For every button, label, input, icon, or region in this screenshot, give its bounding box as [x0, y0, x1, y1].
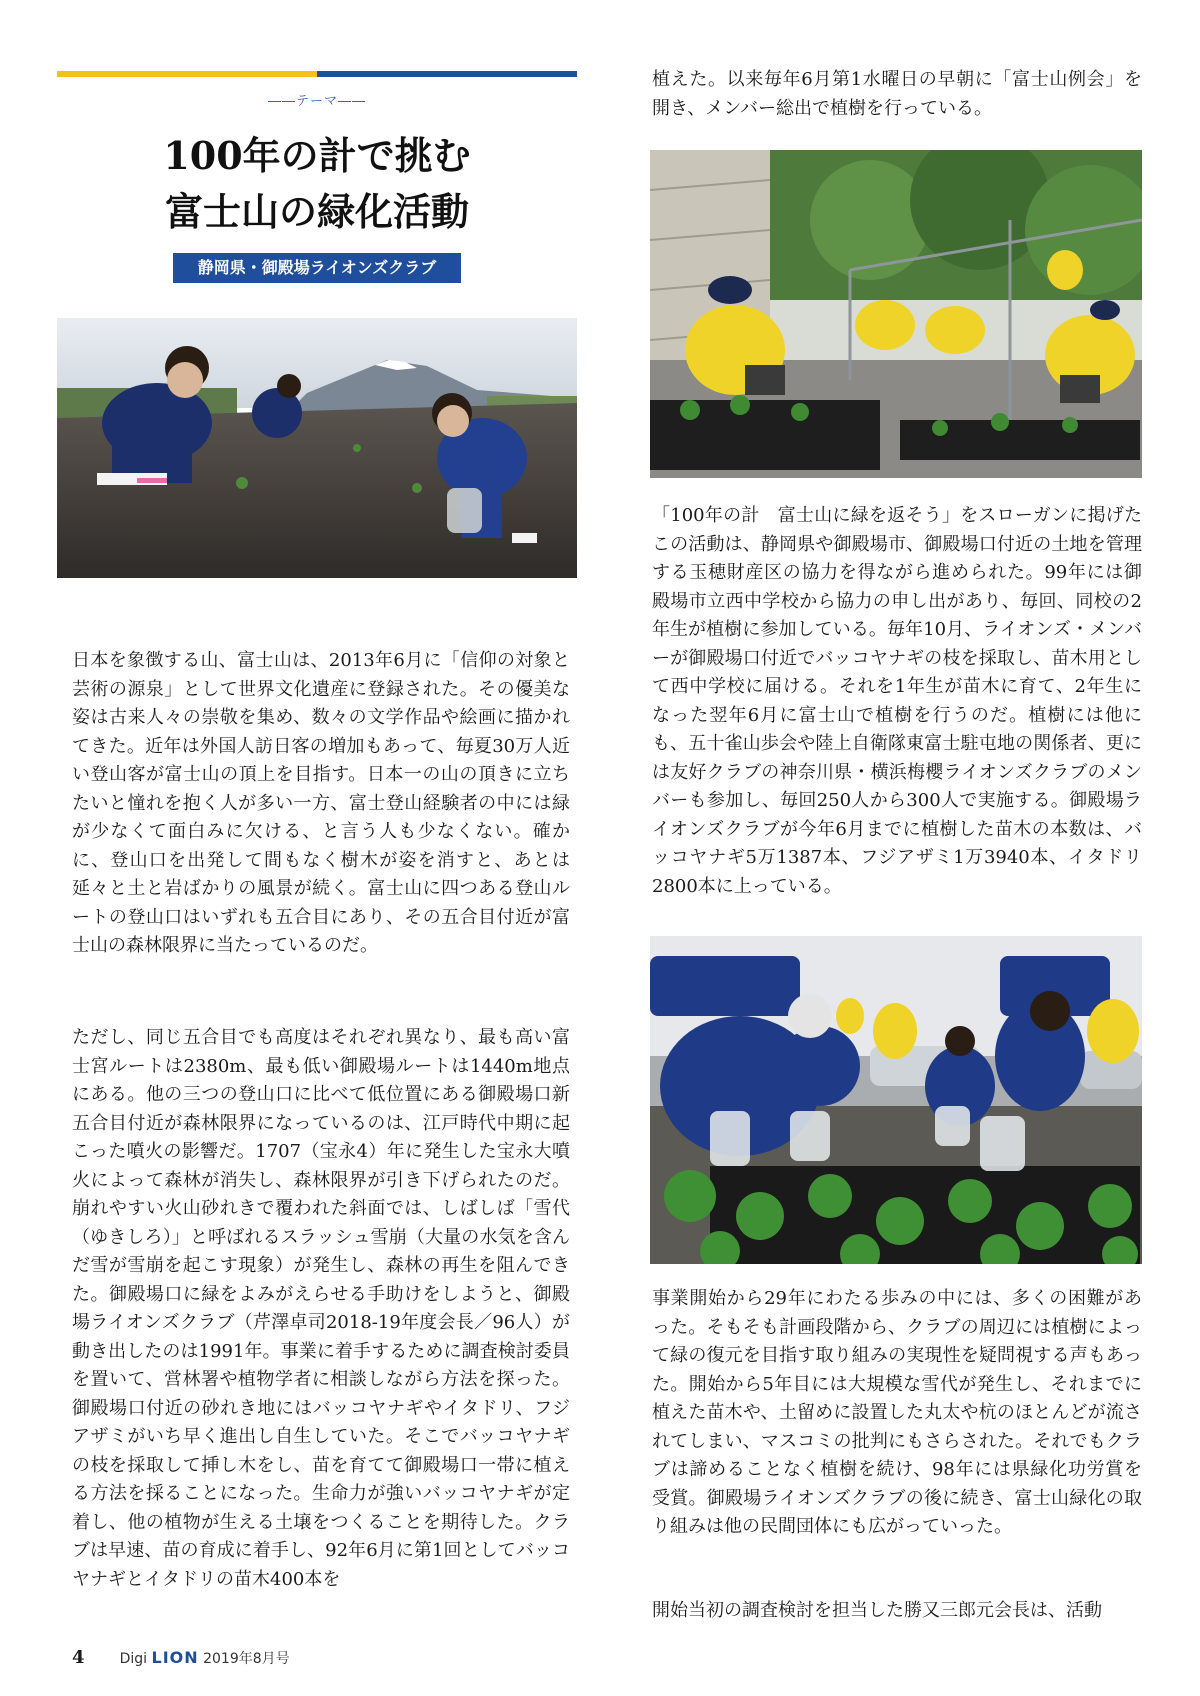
article-paragraph: 植えた。以来毎年6月第1水曜日の早朝に「富士山例会」を開き、メンバー総出で植樹を行っている。 [652, 69, 1142, 119]
magazine-title [119, 1648, 290, 1667]
article-paragraph: 日本を象徴する山、富士山は、2013年6月に「信仰の対象と芸術の源泉」として世界文化遺産に登録された。その優美な姿は古来人々の崇敬を集め、数々の文学作品や絵画に描かれてきた。近年は外国人訪日客の増加もあって、毎夏30万人近い登山客が富士山の頂上を目指す。日本一の山の頂きに立ちたいと憧れを抱く人が多い一方、富士登山経験者の中には緑が少なくて面白みに欠ける、と言う人も少なくない。確かに、登山口を出発して間もなく樹木が姿を消すと、あとは延々と土と岩ばかりの風景が続く。富士山に四つある登山ルートの登山口はいずれも五合目にあり、その五合目付近が富士山の森林限界に当たっているのだ。 [72, 650, 570, 956]
top-accent-blue [317, 71, 577, 77]
article-paragraph: ただし、同じ五合目でも高度はそれぞれ異なり、最も高い富士宮ルートは2380m、最も低い御殿場ルートは1440m地点にある。他の三つの登山口に比べて低位置にある御殿場口新五合目付近が森林限界になっているのは、江戸時代中期に起こった噴火の影響だ。1707（宝永4）年に発生した宝永大噴火によって森林が消失し、森林限界が引き下げられたのだ。崩れやすい火山砂れきで覆われた斜面では、しばしば「雪代（ゆきしろ）」と呼ばれるスラッシュ雪崩（大量の水気を含んだ雪が雪崩を起こす現象）が発生し、森林の再生を阻んできた。御殿場口に緑をよみがえらせる手助けをしようと、御殿場ライオンズクラブ（芹澤卓司2018-19年度会長／96人）が動き出したのは1991年。事業に着手するために調査検討委員を置いて、営林署や植物学者に相談しながら方法を探った。御殿場口付近の砂れき地にはバッコヤナギやイタドリ、フジアザミがいち早く進出し自生していた。そこでバッコヤナギの枝を採取して挿し木をし、苗を育てて御殿場口一帯に植える方法を採ることになった。生命力が強いバッコヤナギが定着し、他の植物が生える土壌をつくることを期待した。クラブは早速、苗の育成に着手し、92年6月に第1回としてバッコヤナギとイタドリの苗木400本を [72, 1027, 570, 1590]
club-badge: 静岡県・御殿場ライオンズクラブ [173, 253, 461, 283]
article-title-line-2: 富士山の緑化活動 [164, 189, 469, 234]
article-paragraph: 事業開始から29年にわたる歩みの中には、多くの困難があった。そもそも計画段階から、クラブの周辺には植樹によって緑の復元を目指す取り組みの実現性を疑問視する声もあった。開始から5年目には大規模な雪代が発生し、それまでに植えた苗木や、土留めに設置した丸太や杭のほとんどが流されてしまい、マスコミの批判にもさらされた。それでもクラブは諦めることなく植樹を続け、98年には県緑化功労賞を受賞。御殿場ライオンズクラブの後に続き、富士山緑化の取り組みは他の民間団体にも広がっていった。 [652, 1288, 1142, 1537]
photo-students-planting [57, 318, 577, 578]
article-title [57, 128, 577, 240]
magazine-prefix: Digi [119, 1651, 152, 1667]
theme-label: ――テーマ―― [267, 94, 366, 109]
magazine-issue: 2019年8月号 [198, 1651, 290, 1667]
magazine-brand: LION [151, 1648, 199, 1667]
article-paragraph: 開始当初の調査検討を担当した勝又三郎元会長は、活動 [652, 1600, 1102, 1621]
page-number: 4 [72, 1647, 85, 1668]
top-accent-yellow [57, 71, 317, 77]
top-accent-bar [57, 71, 577, 77]
article-title-line-1: 100年の計で挑む [163, 133, 471, 178]
page-footer [72, 1647, 290, 1668]
photo-students-members-trays [650, 936, 1142, 1264]
photo-members-seedlings [650, 150, 1142, 478]
article-paragraph: 「100年の計 富士山に緑を返そう」をスローガンに掲げたこの活動は、静岡県や御殿場市、御殿場口付近の土地を管理する玉穂財産区の協力を得ながら進められた。99年には御殿場市立西中学校から協力の申し出があり、毎回、同校の2年生が植樹に参加している。毎年10月、ライオンズ・メンバーが御殿場口付近でバッコヤナギの枝を採取し、苗木用として西中学校に届ける。それを1年生が苗木に育て、2年生になった翌年6月に富士山で植樹を行うのだ。植樹には他にも、五十雀山歩会や陸上自衛隊東富士駐屯地の関係者、更には友好クラブの神奈川県・横浜梅櫻ライオンズクラブのメンバーも参加し、毎回250人から300人で実施する。御殿場ライオンズクラブが今年6月までに植樹した苗木の本数は、バッコヤナギ5万1387本、フジアザミ1万3940本、イタドリ2800本に上っている。 [652, 505, 1142, 897]
